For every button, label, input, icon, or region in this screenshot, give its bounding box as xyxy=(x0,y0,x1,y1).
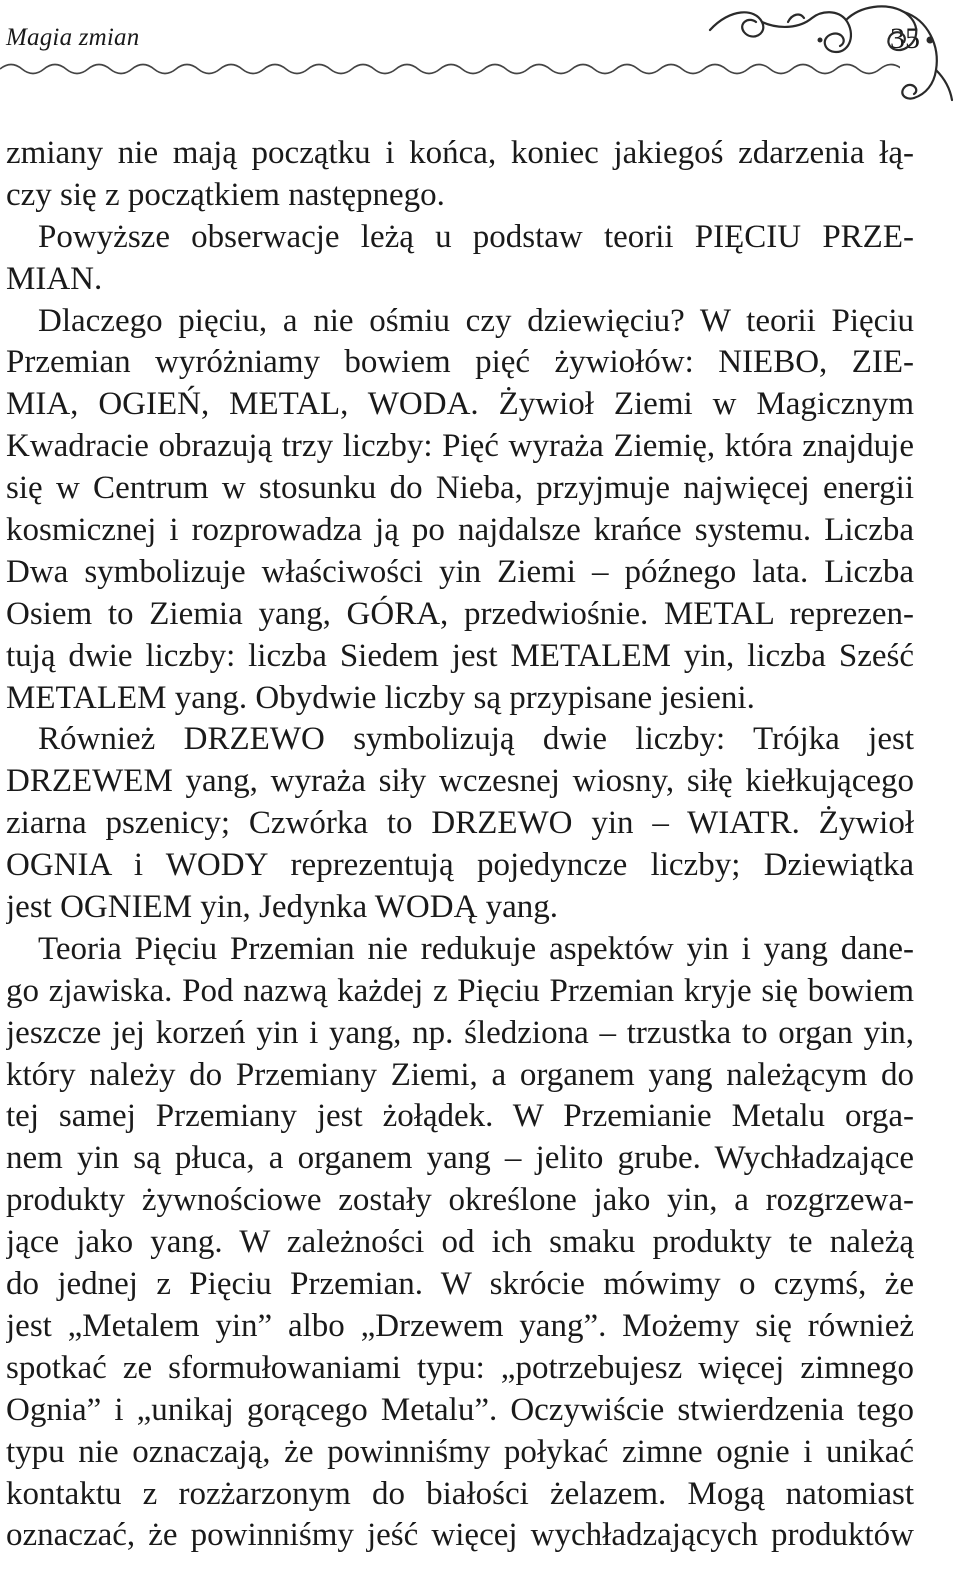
text-line: produkty żywnościowe zostały określone jako yin, a rozgrzewa- xyxy=(6,1182,914,1219)
text-line: zmiany nie mają początku i końca, koniec jakiegoś zdarzenia łą- xyxy=(6,135,914,171)
text-line: ziarna pszenicy; Czwórka to DRZEWO yin – WIATR. Żywioł xyxy=(6,805,914,842)
text-line: do jednej z Pięciu Przemian. W skrócie mówimy o czymś, że xyxy=(6,1266,914,1303)
flourish-ornament-icon xyxy=(700,0,960,105)
text-line: Teoria Pięciu Przemian nie redukuje aspektów yin i yang dane- xyxy=(38,930,914,967)
body-text xyxy=(6,133,914,1557)
text-line: się w Centrum w stosunku do Nieba, przyjmuje najwięcej energii xyxy=(6,470,914,507)
text-line: Ognia” i „unikaj gorącego Metalu”. Oczywiście stwierdzenia tego xyxy=(6,1391,914,1428)
text-line: Kwadracie obrazują trzy liczby: Pięć wyraża Ziemię, która znajduje xyxy=(6,428,914,465)
page-number: 35 xyxy=(890,22,920,55)
text-line: Dwa symbolizuje właściwości yin Ziemi – późnego lata. Liczba xyxy=(6,553,914,590)
text-line: Osiem to Ziemia yang, GÓRA, przedwiośnie. METAL reprezen- xyxy=(6,595,914,632)
text-line: OGNIA i WODY reprezentują pojedyncze liczby; Dziewiątka xyxy=(6,847,914,884)
text-line: który należy do Przemiany Ziemi, a organem yang należącym do xyxy=(6,1056,914,1093)
text-line: oznaczać, że powinniśmy jeść więcej wychładzających produktów xyxy=(6,1517,914,1554)
page-header xyxy=(0,0,960,110)
text-line: kontaktu z rozżarzonym do białości żelazem. Mogą natomiast xyxy=(6,1475,914,1512)
text-line: czy się z początkiem następnego. xyxy=(6,176,445,213)
text-line: tują dwie liczby: liczba Siedem jest METALEM yin, liczba Sześć xyxy=(6,637,914,674)
text-line: MIA, OGIEŃ, METAL, WODA. Żywioł Ziemi w Magicznym xyxy=(6,386,914,423)
text-line: go zjawiska. Pod nazwą każdej z Pięciu Przemian kryje się bowiem xyxy=(6,972,914,1009)
text-line: spotkać ze sformułowaniami typu: „potrzebujesz więcej zimnego xyxy=(6,1349,914,1386)
text-line: jest „Metalem yin” albo „Drzewem yang”. Możemy się również xyxy=(6,1307,914,1344)
text-line: kosmicznej i rozprowadza ją po najdalsze krańce systemu. Liczba xyxy=(6,512,914,549)
text-line: typu nie oznaczają, że powinniśmy połykać zimne ognie i unikać xyxy=(6,1433,914,1470)
running-title: Magia zmian xyxy=(6,24,140,51)
text-line: Przemian wyróżniamy bowiem pięć żywiołów: NIEBO, ZIE- xyxy=(6,344,914,381)
text-line: MIAN. xyxy=(6,260,103,297)
text-line: METALEM yang. Obydwie liczby są przypisane jesieni. xyxy=(6,679,755,716)
text-line: Powyższe obserwacje leżą u podstaw teorii PIĘCIU PRZE- xyxy=(38,218,914,255)
text-line: Dlaczego pięciu, a nie ośmiu czy dziewięciu? W teorii Pięciu xyxy=(38,302,914,339)
text-line: DRZEWEM yang, wyraża siły wczesnej wiosny, siłę kiełkującego xyxy=(6,763,914,800)
text-line: jące jako yang. W zależności od ich smaku produkty te należą xyxy=(6,1224,914,1261)
text-line: jest OGNIEM yin, Jedynka WODĄ yang. xyxy=(6,889,559,926)
text-line: jeszcze jej korzeń yin i yang, np. śledziona – trzustka to organ yin, xyxy=(6,1014,914,1051)
text-line: tej samej Przemiany jest żołądek. W Przemianie Metalu orga- xyxy=(6,1098,914,1135)
text-line: nem yin są płuca, a organem yang – jelito grube. Wychładzające xyxy=(6,1140,914,1177)
text-line: Również DRZEWO symbolizują dwie liczby: Trójka jest xyxy=(38,721,914,758)
